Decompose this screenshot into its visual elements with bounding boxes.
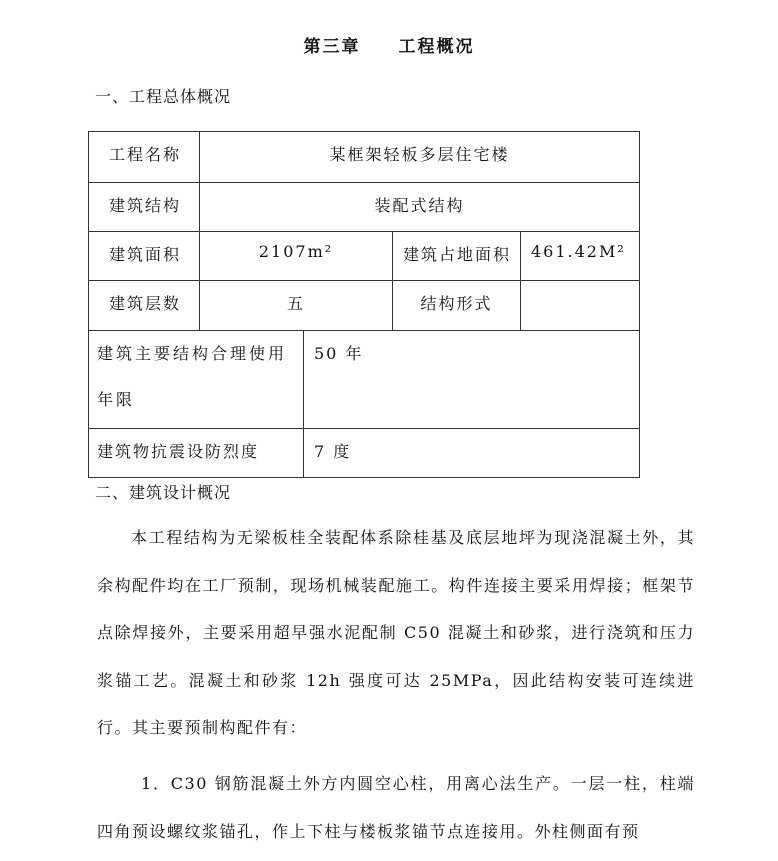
structure-label: 建筑结构 [109,196,182,215]
floors-value: 五 [286,294,305,313]
structure-value: 装配式结构 [374,196,465,215]
service-life-value: 50 年 [314,344,364,363]
table-row [89,132,640,183]
seismic-label: 建筑物抗震设防烈度 [97,442,260,461]
project-info-table [88,131,640,478]
footprint-value: 461.42M² [531,242,626,261]
table-row [89,232,640,281]
seismic-value: 7 度 [314,442,352,461]
structure-form-value [521,281,639,291]
section-heading-overview: 一、工程总体概况 [95,87,232,106]
section-heading-design: 二、建筑设计概况 [95,483,232,502]
service-life-label: 建筑主要结构合理使用年限 [97,344,288,409]
project-name-label: 工程名称 [109,145,182,164]
table-row [89,183,640,232]
project-name-value: 某框架轻板多层住宅楼 [329,145,510,164]
structure-form-label: 结构形式 [420,294,493,313]
paragraph-structure-description: 本工程结构为无梁板桂全装配体系除桂基及底层地坪为现浇混凝土外，其余构配件均在工厂预制，现场机械装配施工。构件连接主要采用焊接；框架节点除焊接外，主要采用超早强水泥配制 C50 混凝土和砂浆，进行浇筑和压力浆锚工艺。混凝土和砂浆 12h 强度可达 25MPa，因此结构安装可连续进行。其主要预制构配件有： [97,528,695,737]
footprint-label: 建筑占地面积 [403,245,512,264]
area-value: 2107m² [258,242,334,261]
area-label: 建筑面积 [109,245,182,264]
table-row [89,429,640,478]
table-row [89,281,640,331]
paragraph-column-description: 1．C30 钢筋混凝土外方内圆空心柱，用离心法生产。一层一柱，柱端四角预设螺纹浆锚孔，作上下柱与楼板浆锚节点连接用。外柱侧面有预 [97,774,695,841]
table-row [89,331,640,429]
floors-label: 建筑层数 [109,294,182,313]
chapter-title: 第三章 工程概况 [303,37,475,57]
